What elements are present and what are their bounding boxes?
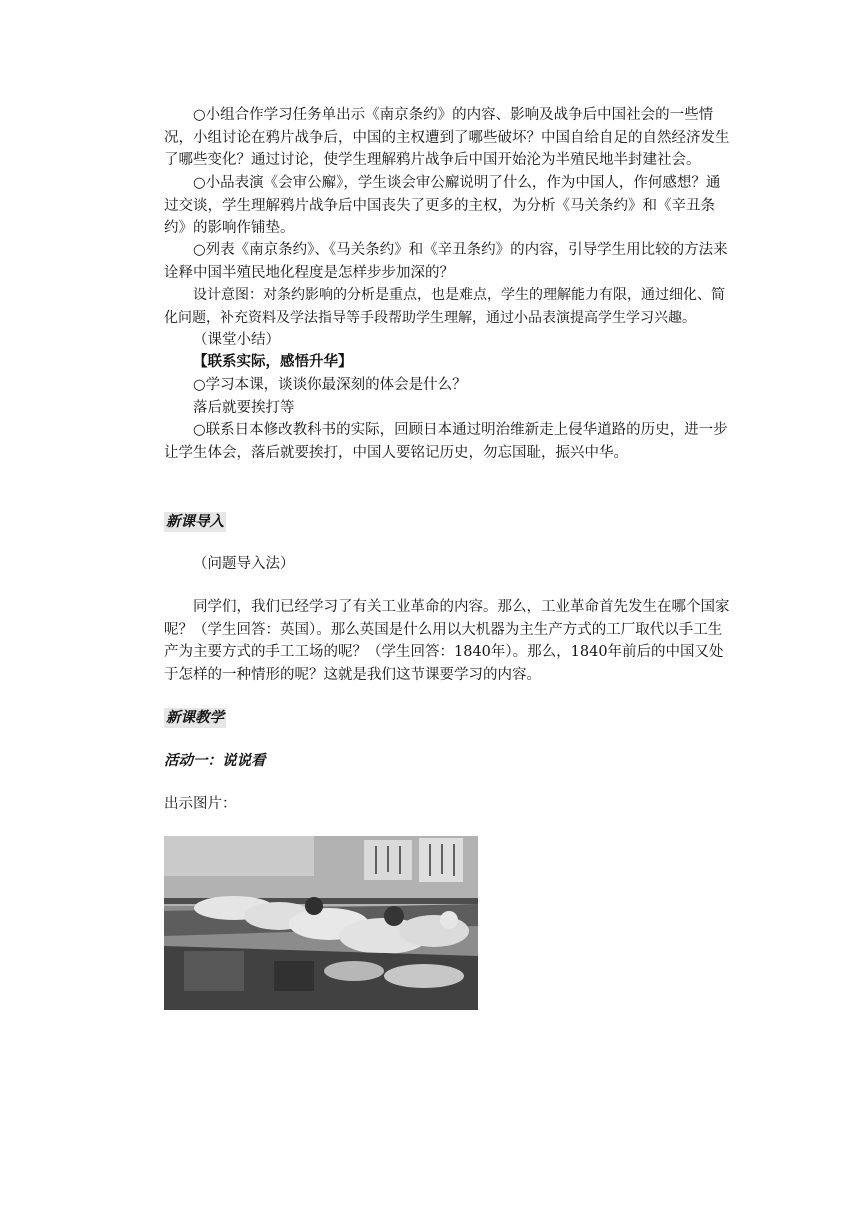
paragraph-skit: ○小品表演《会审公廨》，学生谈会审公廨说明了什么，作为中国人，作何感想？通过交谈，学生理解鸦片战争后中国丧失了更多的主权，为分析《马关条约》和《辛丑条约》的影响作铺垫。 xyxy=(164,175,721,236)
section-heading-teaching: 新课教学 xyxy=(166,709,224,726)
paragraph-design-intent: 设计意图：对条约影响的分析是重点，也是难点，学生的理解能力有限，通过细化、简化问题，补充资料及学法指导等手段帮助学生理解，通过小品表演提高学生学习兴趣。 xyxy=(164,287,725,326)
historical-photo xyxy=(164,836,478,1010)
intro-body: 同学们，我们已经学习了有关工业革命的内容。那么，工业革命首先发生在哪个国家呢？（学生回答：英国）。那么英国是什么用以大机器为主生产方式的工厂取代以手工生产为主要方式的手工工场的呢？（学生回答：1840年）。那么，1840年前后的中国又处于怎样的一种情形的呢？这就是我们这节课要学习的内容。 xyxy=(164,599,730,683)
activity-title: 活动一：说说看 xyxy=(164,752,266,769)
paragraph-connect-reality: 【联系实际，感悟升华】 xyxy=(193,353,353,370)
paragraph-group-task: ○小组合作学习任务单出示《南京条约》的内容、影响及战争后中国社会的一些情况，小组讨论在鸦片战争后，中国的主权遭到了哪些破坏？中国自给自足的自然经济发生了哪些变化？通过讨论，使学生理解鸦片战争后中国开始沦为半殖民地半封建社会。 xyxy=(164,107,730,168)
paragraph-treaty-table: ○列表《南京条约》、《马关条约》和《辛丑条约》的内容，引导学生用比较的方法来诠释中国半殖民地化程度是怎样步步加深的？ xyxy=(164,242,728,281)
paragraph-class-summary: （课堂小结） xyxy=(193,332,280,348)
opium-smokers-photo xyxy=(164,836,478,1010)
paragraph-reflection-question: ○学习本课，谈谈你最深刻的体会是什么？ xyxy=(193,377,467,393)
paragraph-reflection-answer: 落后就要挨打等 xyxy=(193,400,295,416)
section-heading-intro: 新课导入 xyxy=(166,513,224,530)
intro-method: （问题导入法） xyxy=(193,556,295,572)
paragraph-japan-textbook: ○联系日本修改教科书的实际，回顾日本通过明治维新走上侵华道路的历史，进一步让学生体会，落后就要挨打，中国人要铭记历史，勿忘国耻，振兴中华。 xyxy=(164,422,728,461)
show-picture-label: 出示图片： xyxy=(164,796,237,812)
